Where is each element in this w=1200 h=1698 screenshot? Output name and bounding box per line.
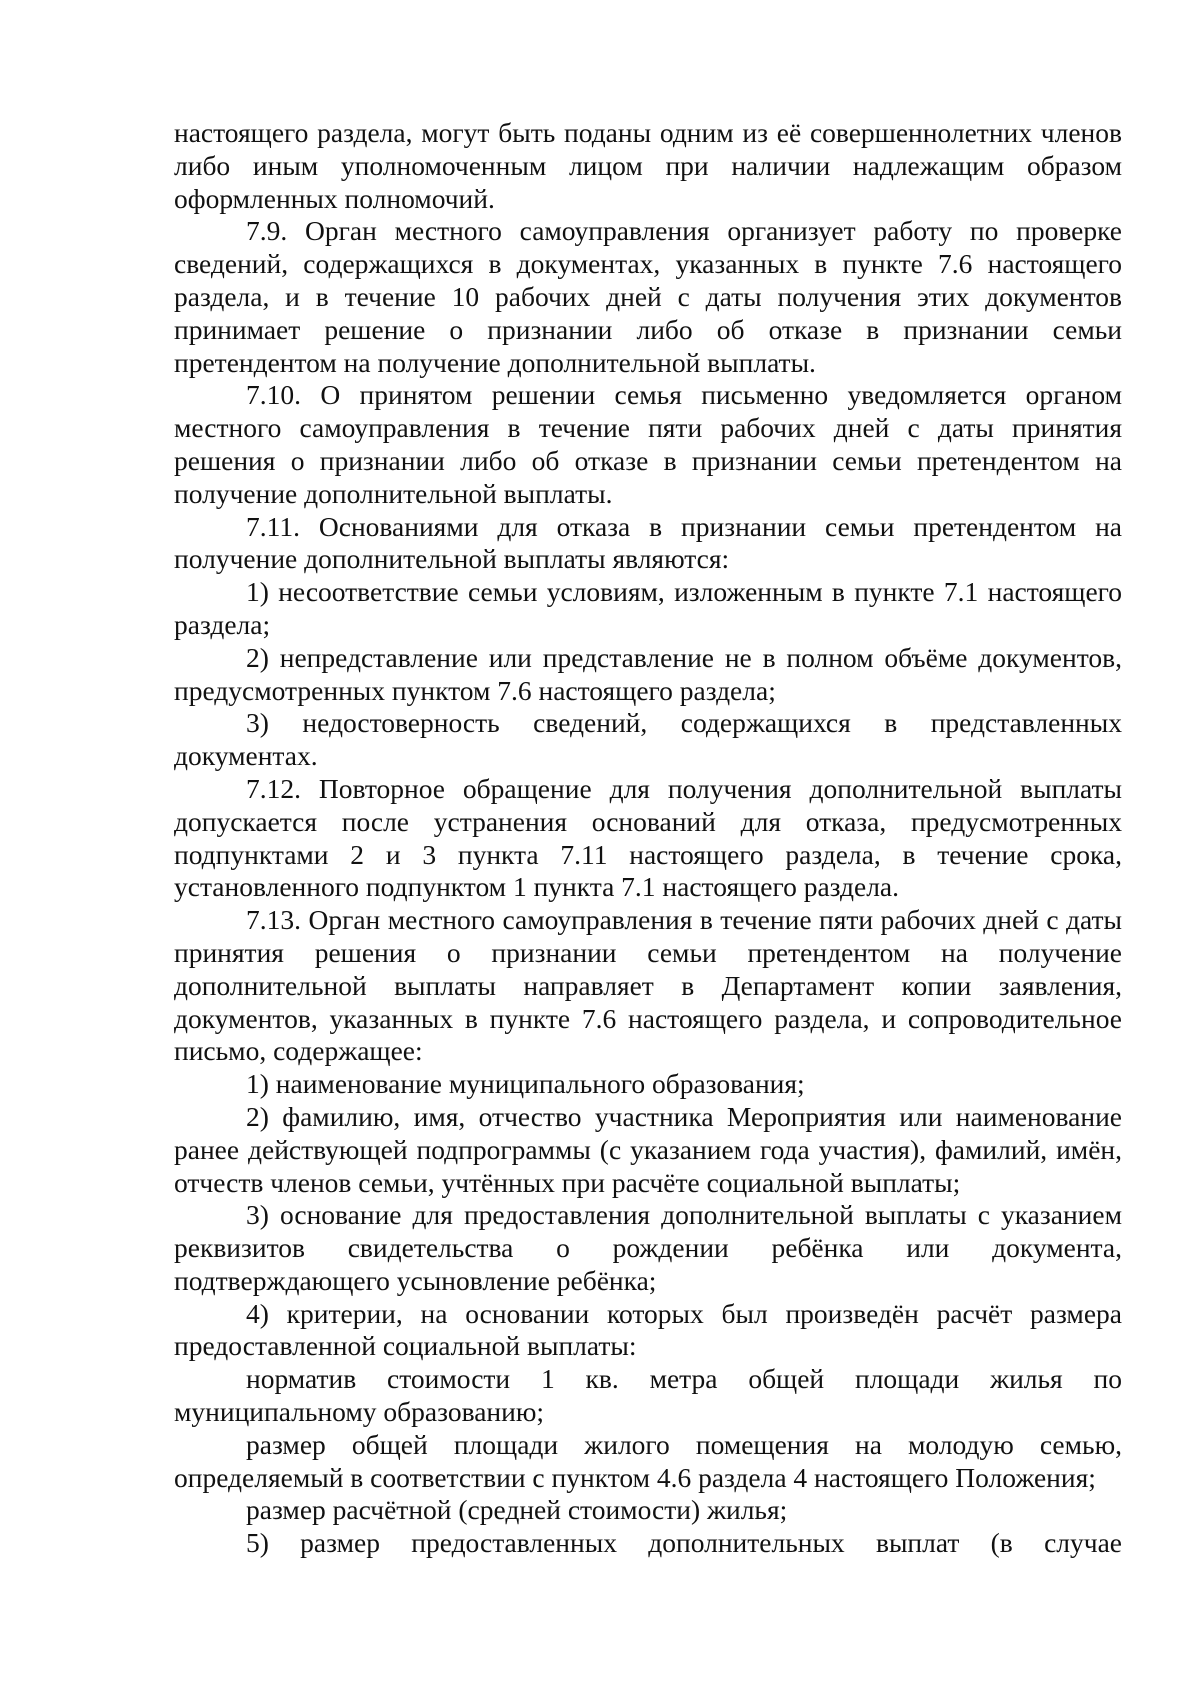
- criterion-area-size: размер общей площади жилого помещения на молодую семью, определяемый в соответствии с пунктом 4.6 раздела 4 настоящего Положения;: [174, 1428, 1122, 1493]
- paragraph-continuation: настоящего раздела, могут быть поданы одним из её совершеннолетних членов либо иным уполномоченным лицом при наличии надлежащим образом оформленных полномочий.: [174, 117, 1122, 214]
- paragraph-7-13: 7.13. Орган местного самоуправления в течение пяти рабочих дней с даты принятия решения о признании семьи претендентом на получение дополнительной выплаты направляет в Департамент копии заявления, документов, указанных в пункте 7.6 настоящего раздела, и сопроводительное письмо, содержащее:: [174, 904, 1122, 1067]
- list-item-7-13-5: 5) размер предоставленных дополнительных выплат (в случае: [246, 1527, 1122, 1559]
- list-item-7-13-1: 1) наименование муниципального образования;: [246, 1068, 805, 1100]
- paragraph-7-10: 7.10. О принятом решении семья письменно уведомляется органом местного самоуправления в течение пяти рабочих дней с даты принятия решения о признании либо об отказе в признании семьи претендентом на получение дополнительной выплаты.: [174, 379, 1122, 509]
- paragraph-7-12: 7.12. Повторное обращение для получения дополнительной выплаты допускается после устранения оснований для отказа, предусмотренных подпунктами 2 и 3 пункта 7.11 настоящего раздела, в течение срока, установленного подпунктом 1 пункта 7.1 настоящего раздела.: [174, 772, 1122, 903]
- criterion-norm-cost: норматив стоимости 1 кв. метра общей площади жилья по муниципальному образованию;: [174, 1363, 1122, 1428]
- list-item-7-13-2: 2) фамилию, имя, отчество участника Мероприятия или наименование ранее действующей подпрограммы (с указанием года участия), фамилий, имён, отчеств членов семьи, учтённых при расчёте социальной выплаты;: [174, 1100, 1122, 1198]
- paragraph-7-11: 7.11. Основаниями для отказа в признании семьи претендентом на получение дополнительной выплаты являются:: [174, 510, 1122, 575]
- criterion-housing-cost: размер расчётной (средней стоимости) жилья;: [246, 1494, 788, 1526]
- document-page: [174, 117, 1122, 1560]
- list-item-7-13-3: 3) основание для предоставления дополнительной выплаты с указанием реквизитов свидетельства о рождении ребёнка или документа, подтверждающего усыновление ребёнка;: [174, 1199, 1122, 1296]
- list-item-7-13-4: 4) критерии, на основании которых был произведён расчёт размера предоставленной социальной выплаты:: [174, 1297, 1122, 1362]
- list-item-7-11-2: 2) непредставление или представление не в полном объёме документов, предусмотренных пунктом 7.6 настоящего раздела;: [174, 641, 1122, 706]
- list-item-7-11-3: 3) недостоверность сведений, содержащихся в представленных документах.: [174, 707, 1122, 772]
- paragraph-7-9: 7.9. Орган местного самоуправления организует работу по проверке сведений, содержащихся в документах, указанных в пункте 7.6 настоящего раздела, и в течение 10 рабочих дней с даты получения этих документов принимает решение о признании либо об отказе в признании семьи претендентом на получение дополнительной выплаты.: [174, 215, 1122, 378]
- list-item-7-11-1: 1) несоответствие семьи условиям, изложенным в пункте 7.1 настоящего раздела;: [174, 576, 1122, 640]
